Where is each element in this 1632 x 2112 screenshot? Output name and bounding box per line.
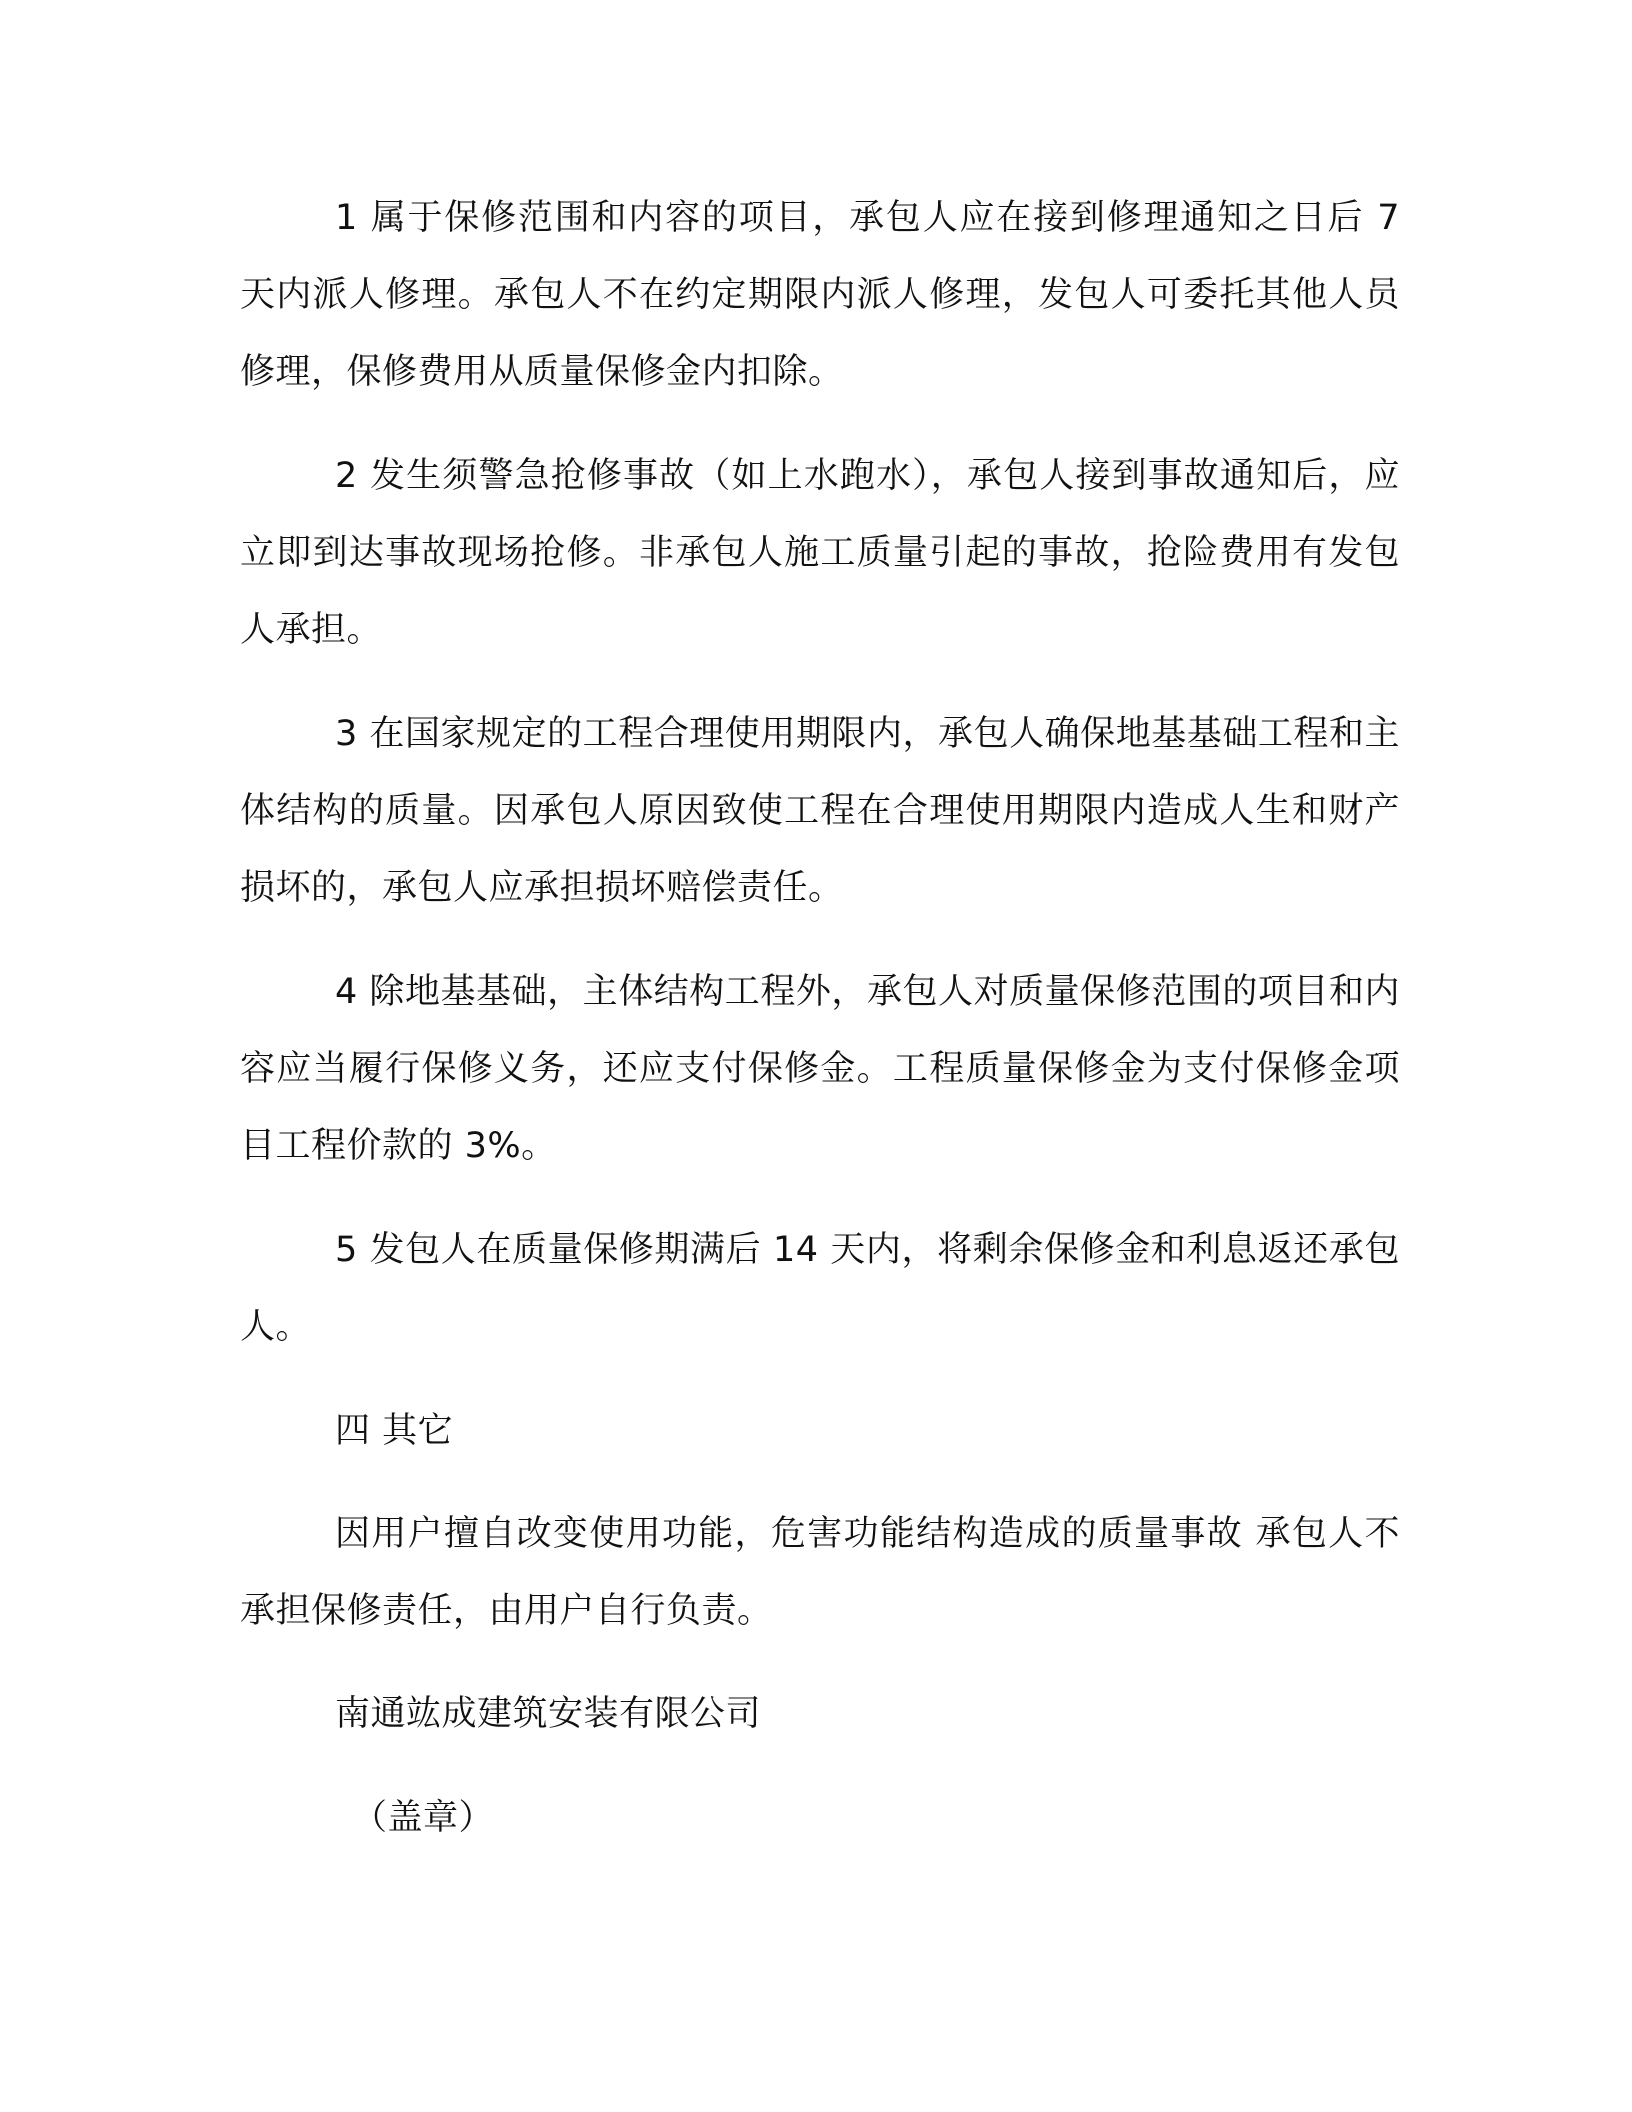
clause-5: 5 发包人在质量保修期满后 14 天内，将剩余保修金和利息返还承包人。 (240, 1230, 1400, 1347)
clause-4: 4 除地基基础，主体结构工程外，承包人对质量保修范围的项目和内容应当履行保修义务，还应支付保修金。工程质量保修金为支付保修金项目工程价款的 3%。 (240, 972, 1400, 1166)
clause-1: 1 属于保修范围和内容的项目，承包人应在接到修理通知之日后 7 天内派人修理。承包人不在约定期限内派人修理，发包人可委托其他人员修理，保修费用从质量保修金内扣除。 (240, 198, 1400, 392)
seal-note: （盖章） (352, 1798, 495, 1838)
clause-3: 3 在国家规定的工程合理使用期限内，承包人确保地基基础工程和主体结构的质量。因承包人原因致使工程在合理使用期限内造成人生和财产损坏的，承包人应承担损坏赔偿责任。 (240, 714, 1400, 908)
section-heading: 四 其它 (335, 1411, 454, 1451)
company-name: 南通竑成建筑安装有限公司 (335, 1694, 762, 1734)
other-clause: 因用户擅自改变使用功能，危害功能结构造成的质量事故 承包人不承担保修责任，由用户自行负责。 (240, 1514, 1400, 1631)
clause-2: 2 发生须警急抢修事故（如上水跑水），承包人接到事故通知后，应立即到达事故现场抢修。非承包人施工质量引起的事故，抢险费用有发包人承担。 (240, 456, 1400, 650)
